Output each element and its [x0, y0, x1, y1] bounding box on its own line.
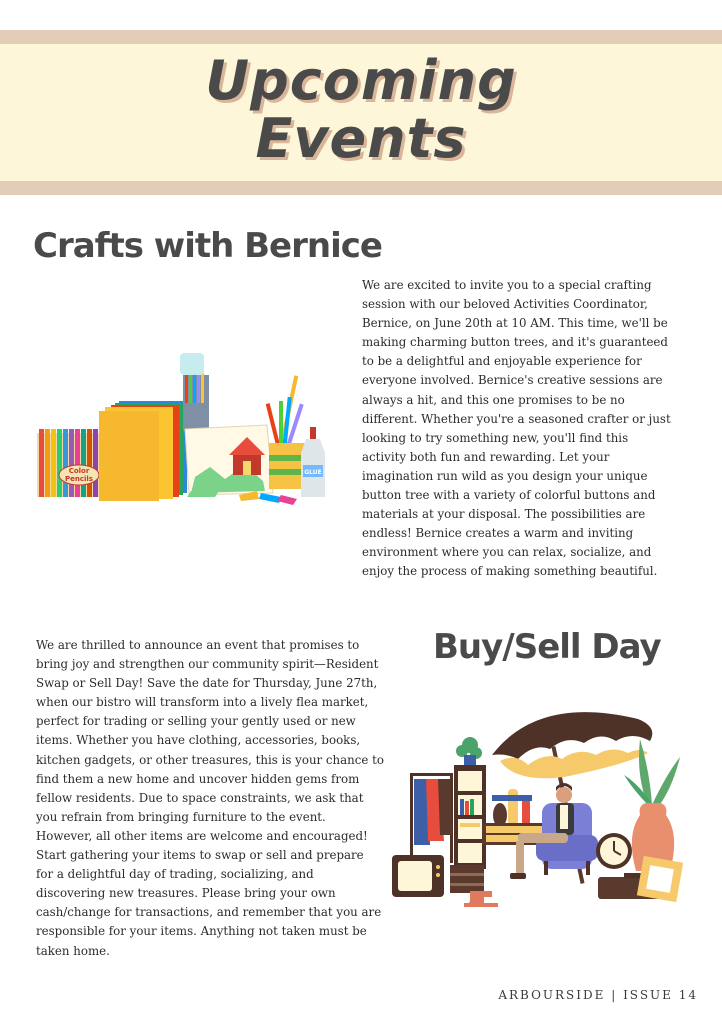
pencil-box-label-1: Color	[68, 467, 90, 475]
footer-issue-label: ARBOURSIDE | ISSUE 14	[498, 988, 698, 1002]
flea-market-illustration	[388, 695, 688, 920]
crafts-section-title: Crafts with Bernice	[33, 226, 382, 266]
clock-icon	[596, 833, 632, 869]
pencil-box-label-2: Pencils	[65, 475, 93, 483]
header-banner	[0, 30, 722, 195]
page-title	[0, 49, 722, 170]
pencil-cup-icon	[266, 375, 305, 489]
crafts-section-body: We are excited to invite you to a special crafting session with our beloved Activities Coordinator, Bernice, on June 20th at 10 AM. This time, we'll be making charming button trees, and it's guaranteed to be a delightful and enjoyable experience for everyone involved. Bernice's creative sessions are always a hit, and this one promises to be no different. Whether you're a seasoned crafter or just looking to try something new, you'll find this activity both fun and rewarding. Let your imagination run wild as you design your unique button tree with a variety of colorful buttons and materials at your disposal. The possibilities are endless! Bernice creates a warm and inviting environment where you can relax, socialize, and enjoy the process of making something beautiful.	[362, 278, 671, 579]
bookshelf-icon	[454, 737, 486, 869]
swap-section-title: Buy/Sell Day	[433, 627, 661, 667]
glue-label: GLUE	[304, 469, 322, 476]
glue-bottle-icon	[301, 427, 325, 497]
picture-frame-icon	[637, 856, 683, 902]
swap-section-body: We are thrilled to announce an event that promises to bring joy and strengthen our community spirit—Resident Swap or Sell Day! Save the date for Thursday, June 27th, when our bistro will transform into a lively flea market, perfect for trading or selling your gently used or new items. Whether you have clothing, accessories, books, kitchen gadgets, or other treasures, this is your chance to find them a new home and uncover hidden gems from fellow residents. Due to space constraints, we ask that you refrain from bringing furniture to the event. However, all other items are welcome and encouraged! Start gathering your items to swap or sell and prepare for a delightful day of trading, socializing, and discovering new treasures. Please bring your own cash/change for transactions, and remember that you are responsible for your items. Anything not taken must be taken home.	[36, 638, 384, 958]
wooden-crate-icon	[450, 865, 484, 893]
crayon-box-icon	[37, 429, 101, 497]
page-title-line-1: Upcoming	[205, 49, 517, 112]
page-title-line-2: Events	[255, 107, 467, 170]
retro-tv-icon	[392, 855, 444, 897]
paper-stack-icon	[99, 401, 187, 501]
banner-stripe-top	[0, 30, 722, 44]
craft-supplies-illustration	[35, 345, 335, 505]
drawing-paper-icon	[185, 425, 273, 495]
vases-icon	[492, 789, 532, 827]
banner-stripe-bottom	[0, 181, 722, 195]
clothes-rack-icon	[410, 773, 453, 863]
marker-cup-icon	[180, 353, 209, 431]
sewing-machine-icon	[464, 891, 498, 907]
